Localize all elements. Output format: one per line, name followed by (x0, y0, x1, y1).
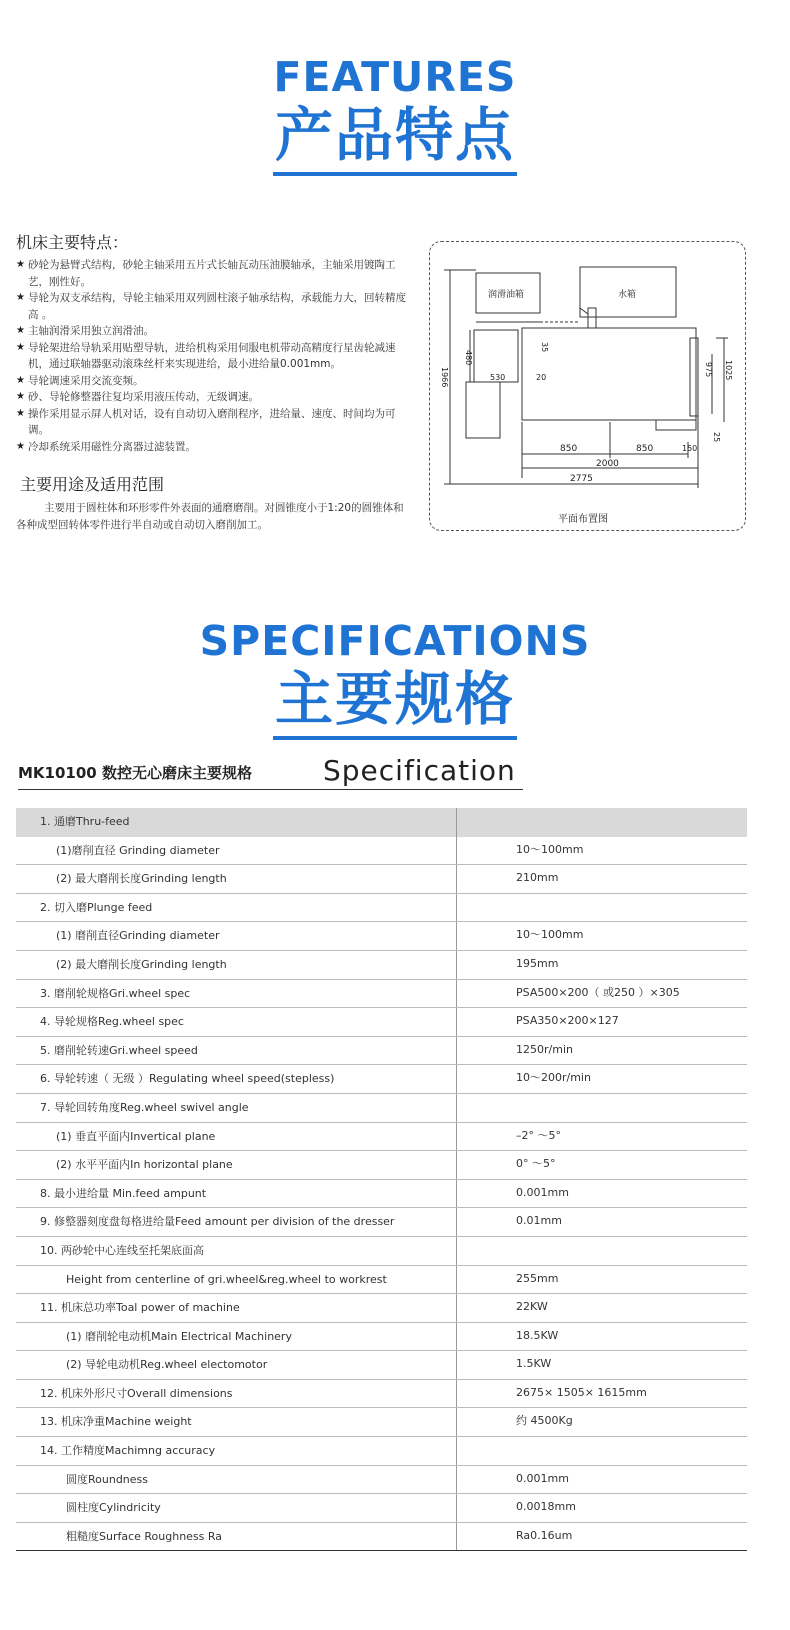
usage-text: 主要用于圆柱体和环形零件外表面的通磨磨削。对圆锥度小于1:20的圆锥体和各种成型回转体零件进行半自动或自动切入磨削加工。 (16, 502, 404, 531)
spec-model-title: MK10100 数控无心磨床主要规格 (18, 764, 252, 782)
electric-cabinet (466, 382, 500, 438)
dim-20: 20 (536, 373, 547, 382)
spec-value: 0.0018mm (516, 1500, 576, 1514)
water-tank-label: 水箱 (618, 290, 637, 300)
spec-value: 1.5KW (516, 1357, 552, 1371)
table-row (16, 1294, 747, 1323)
table-row (16, 951, 747, 980)
spec-value: 约 4500Kg (516, 1414, 573, 1428)
spec-label: 圆柱度Cylindricity (16, 1494, 457, 1522)
specifications-title-en: SPECIFICATIONS (199, 617, 591, 665)
dim-25: 25 (712, 432, 721, 443)
table-row (16, 1094, 747, 1123)
dim-2000: 2000 (596, 459, 619, 469)
table-row (16, 1466, 747, 1495)
dim-1966: 1966 (440, 367, 449, 388)
feature-item: ★ 主轴润滑采用独立润滑油。 (16, 323, 406, 340)
table-row (16, 1151, 747, 1180)
feature-item: ★ 操作采用显示屏人机对话，设有自动切入磨削程序，进给量、速度、时间均为可调。 (16, 406, 406, 439)
spec-label: Height from centerline of gri.wheel&reg.wheel to workrest (16, 1266, 457, 1294)
table-row (16, 1494, 747, 1523)
spec-label: 5. 磨削轮转速Gri.wheel speed (16, 1037, 457, 1065)
table-row (16, 1065, 747, 1094)
spec-label: 2. 切入磨Plunge feed (16, 894, 457, 922)
table-row (16, 1266, 747, 1295)
feature-item: ★ 砂、导轮修整器往复均采用液压传动，无级调速。 (16, 389, 406, 406)
features-title-en: FEATURES (273, 53, 517, 101)
dim-2775: 2775 (570, 474, 593, 484)
dim-35: 35 (540, 342, 549, 353)
spec-value: 10～100mm (516, 928, 584, 942)
spec-value: 10～100mm (516, 842, 584, 856)
table-row (16, 1008, 747, 1037)
spec-label: (1)磨削直径 Grinding diameter (16, 837, 457, 865)
spec-value: 10～200r/min (516, 1071, 591, 1085)
table-row (16, 1351, 747, 1380)
table-row (16, 1408, 747, 1437)
dim-480: 480 (464, 350, 473, 366)
specifications-title-cn: 主要规格 (274, 665, 515, 733)
usage-heading: 主要用途及适用范围 (20, 475, 165, 494)
dim-530: 530 (490, 373, 506, 382)
spec-value: PSA350×200×127 (516, 1014, 619, 1028)
spec-value: 2675× 1505× 1615mm (516, 1385, 647, 1399)
spec-label: 12. 机床外形尺寸Overall dimensions (16, 1380, 457, 1408)
table-row (16, 922, 747, 951)
features-list-section (16, 230, 406, 455)
spec-label: 6. 导轮转速（ 无级 ）Regulating wheel speed(stepless) (16, 1065, 457, 1093)
spec-value: 0.001mm (516, 1471, 569, 1485)
table-row (16, 1380, 747, 1409)
features-heading: 机床主要特点： (16, 233, 129, 252)
spec-label: (1) 垂直平面内Invertical plane (16, 1123, 457, 1151)
spec-label: 13. 机床净重Machine weight (16, 1408, 457, 1436)
table-row (16, 1437, 747, 1466)
spec-value: 0° ～5° (516, 1157, 556, 1171)
spec-label: 10. 两砂轮中心连线至托架底面高 (16, 1237, 457, 1265)
spec-value: 0.01mm (516, 1214, 562, 1228)
spec-label: (1) 磨削直径Grinding diameter (16, 922, 457, 950)
spec-label: (2) 水平平面内In horizontal plane (16, 1151, 457, 1179)
spec-value: 0.001mm (516, 1185, 569, 1199)
spec-label: 4. 导轮规格Reg.wheel spec (16, 1008, 457, 1036)
spec-label: 14. 工作精度Machimng accuracy (16, 1437, 457, 1465)
spec-value: –2° ～5° (516, 1128, 561, 1142)
feature-item: ★ 冷却系统采用磁性分离器过滤装置。 (16, 439, 406, 456)
spec-value: 1250r/min (516, 1042, 573, 1056)
spec-label: 8. 最小进给量 Min.feed ampunt (16, 1180, 457, 1208)
dim-150: 150 (682, 444, 698, 453)
spec-label: 1. 通磨Thru-feed (16, 808, 457, 837)
spec-value: 22KW (516, 1300, 548, 1314)
dim-850-left: 850 (560, 444, 578, 454)
layout-caption: 平面布置图 (558, 514, 608, 525)
table-row (16, 1037, 747, 1066)
spec-label: 9. 修整器刻度盘每格进给量Feed amount per division of the dresser (16, 1208, 457, 1236)
features-header (0, 54, 790, 176)
layout-diagram (429, 241, 746, 531)
feature-item: ★ 导轮为双支承结构，导轮主轴采用双列圆柱滚子轴承结构，承载能力大，回转精度高 。 (16, 290, 406, 323)
table-row (16, 1323, 747, 1352)
spec-label: (2) 导轮电动机Reg.wheel electomotor (16, 1351, 457, 1379)
features-title-cn: 产品特点 (274, 101, 515, 169)
spec-word: Specification (323, 754, 516, 787)
dim-1025: 1025 (724, 360, 733, 381)
table-row (16, 837, 747, 866)
spec-value: PSA500×200（ 或250 ）×305 (516, 985, 680, 999)
dim-850-right: 850 (636, 444, 654, 454)
table-row (16, 1237, 747, 1266)
spec-label: 11. 机床总功率Toal power of machine (16, 1294, 457, 1322)
table-row (16, 1208, 747, 1237)
dim-975: 975 (704, 362, 713, 378)
spec-table (16, 808, 747, 1551)
features-underline (273, 172, 517, 176)
spec-label: (2) 最大磨削长度Grinding length (16, 951, 457, 979)
table-row (16, 980, 747, 1009)
spec-value: Ra0.16um (516, 1528, 573, 1542)
table-row (16, 865, 747, 894)
spec-value: 210mm (516, 871, 559, 885)
table-row (16, 1123, 747, 1152)
spec-value: 195mm (516, 956, 559, 970)
table-row (16, 808, 747, 837)
table-row (16, 1180, 747, 1209)
spec-title (18, 756, 523, 790)
feature-item: ★ 导轮架进给导轨采用贴塑导轨，进给机构采用伺服电机带动高精度行星齿轮减速机，通过联轴器驱动滚珠丝杆来实现进给，最小进给量0.001mm。 (16, 340, 406, 373)
spec-label: 3. 磨削轮规格Gri.wheel spec (16, 980, 457, 1008)
layout-drawing (430, 242, 747, 532)
spec-label: 7. 导轮回转角度Reg.wheel swivel angle (16, 1094, 457, 1122)
feature-item: ★ 砂轮为悬臂式结构，砂轮主轴采用五片式长轴瓦动压油膜轴承，主轴采用镀陶工艺，刚性好。 (16, 257, 406, 290)
spec-label: 粗糙度Surface Roughness Ra (16, 1523, 457, 1551)
specifications-underline (273, 736, 517, 740)
spec-label: (2) 最大磨削长度Grinding length (16, 865, 457, 893)
spec-value: 18.5KW (516, 1328, 559, 1342)
features-list (16, 257, 406, 455)
table-row (16, 894, 747, 923)
table-row (16, 1523, 747, 1552)
specifications-header (0, 618, 790, 740)
oil-tank-label: 润滑油箱 (488, 290, 525, 300)
spec-label: (1) 磨削轮电动机Main Electrical Machinery (16, 1323, 457, 1351)
spec-label: 圆度Roundness (16, 1466, 457, 1494)
feature-item: ★ 导轮调速采用交流变频。 (16, 373, 406, 390)
spec-value: 255mm (516, 1271, 559, 1285)
